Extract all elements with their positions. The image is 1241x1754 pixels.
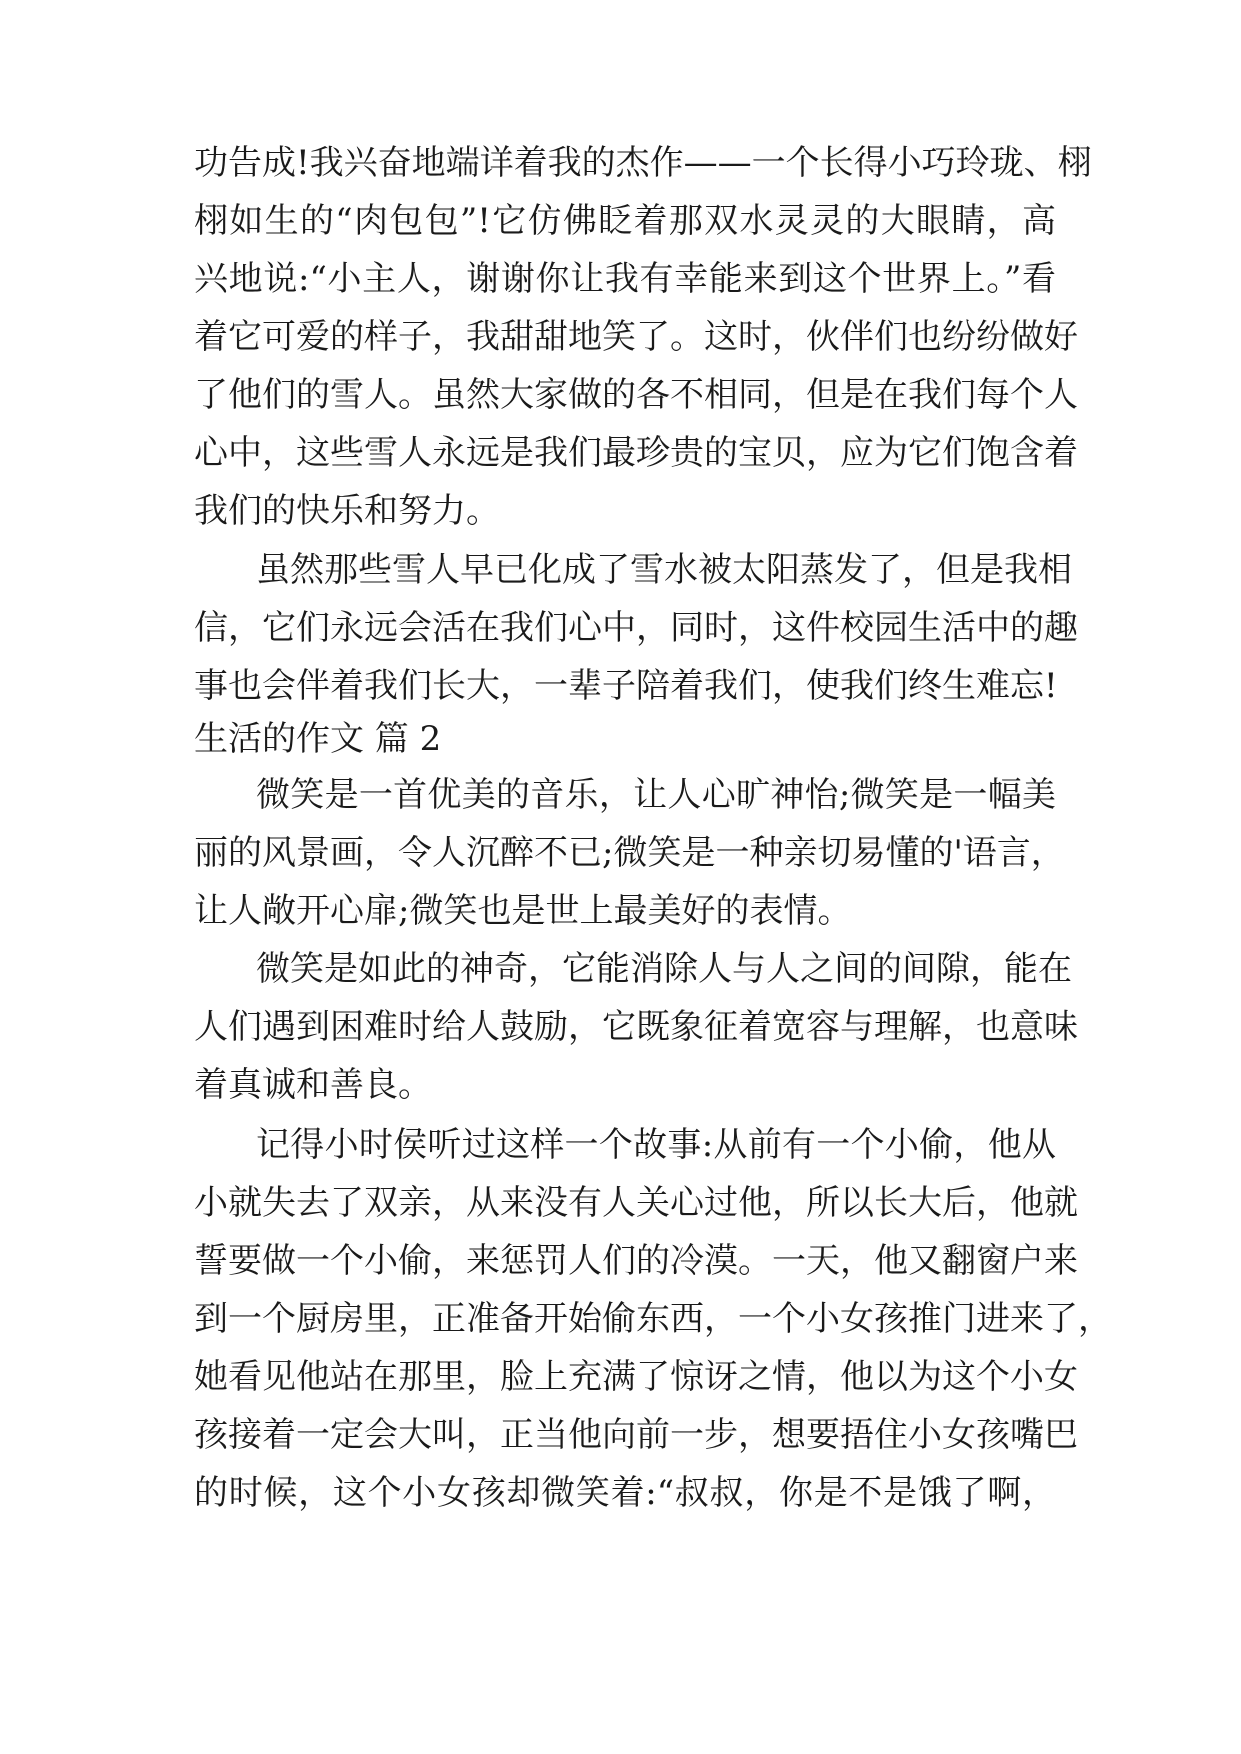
text-line: 事也会伴着我们长大，一辈子陪着我们，使我们终生难忘! [194,666,1058,706]
text-line: 了他们的雪人。虽然大家做的各不相同，但是在我们每个人 [194,375,1078,415]
text-line: 誓要做一个小偷，来惩罚人们的冷漠。一天，他又翻窗户来 [194,1241,1078,1281]
section-heading: 生活的作文 篇 2 [194,719,442,759]
text-line: 小就失去了双亲，从来没有人关心过他，所以长大后，他就 [194,1183,1078,1223]
text-line: 栩如生的“肉包包”!它仿佛眨着那双水灵灵的大眼睛，高 [194,201,1056,241]
paragraph-first-line: 虽然那些雪人早已化成了雪水被太阳蒸发了，但是我相 [256,550,1072,590]
paragraph-first-line: 微笑是如此的神奇，它能消除人与人之间的间隙，能在 [256,949,1072,989]
text-line: 着真诚和善良。 [194,1065,432,1105]
text-line: 她看见他站在那里，脸上充满了惊讶之情，他以为这个小女 [194,1357,1078,1397]
paragraph-first-line: 记得小时侯听过这样一个故事:从前有一个小偷，他从 [256,1125,1056,1165]
text-line: 的时候，这个小女孩却微笑着:“叔叔，你是不是饿了啊， [194,1473,1056,1513]
paragraph-first-line: 微笑是一首优美的音乐，让人心旷神怡;微笑是一幅美 [256,775,1056,815]
text-line: 孩接着一定会大叫，正当他向前一步，想要捂住小女孩嘴巴 [194,1415,1078,1455]
text-line: 人们遇到困难时给人鼓励，它既象征着宽容与理解，也意味 [194,1007,1078,1047]
text-line: 心中，这些雪人永远是我们最珍贵的宝贝，应为它们饱含着 [194,433,1078,473]
text-line: 信，它们永远会活在我们心中，同时，这件校园生活中的趣 [194,608,1078,648]
text-line: 让人敞开心扉;微笑也是世上最美好的表情。 [194,891,852,931]
text-line: 功告成!我兴奋地端详着我的杰作——一个长得小巧玲珑、栩 [194,143,1092,183]
text-line: 兴地说:“小主人，谢谢你让我有幸能来到这个世界上。”看 [194,259,1056,299]
text-line: 着它可爱的样子，我甜甜地笑了。这时，伙伴们也纷纷做好 [194,317,1078,357]
text-line: 到一个厨房里，正准备开始偷东西，一个小女孩推门进来了， [194,1299,1112,1339]
text-line: 丽的风景画，令人沉醉不已;微笑是一种亲切易懂的'语言， [194,833,1065,873]
text-line: 我们的快乐和努力。 [194,491,500,531]
